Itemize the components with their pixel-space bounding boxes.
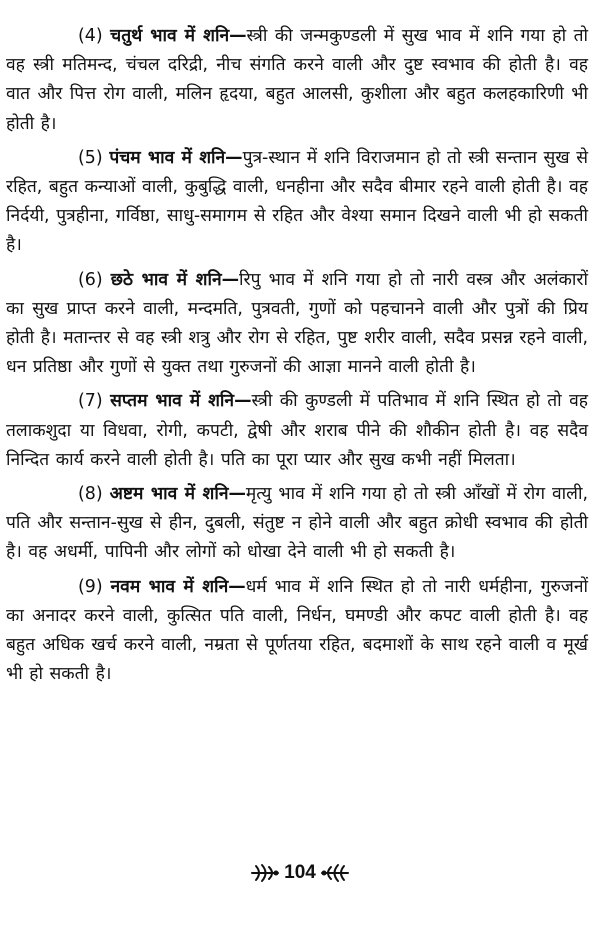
- paragraph-text: स्त्री की कुण्डली में पतिभाव में शनि स्थित हो तो वह तलाकशुदा या विधवा, रोगी, कपटी, द्वेषी और शराब पीने की शौकीन होती है। वह सदैव निन्दित कार्य करने वाली होती है। पति का पूरा प्यार और सुख कभी नहीं मिलता।: [6, 391, 588, 470]
- paragraph-4: [6, 22, 588, 139]
- ornament-right-icon: [320, 862, 350, 884]
- paragraph-text: पुत्र-स्थान में शनि विराजमान हो तो स्त्री सन्तान सुख से रहित, बहुत कन्याओं वाली, कुबुद्धि वाली, धनहीना और सदैव बीमार रहने वाली होती है। वह निर्दयी, पुत्रहीना, गर्विष्ठा, साधु-समागम से रहित और वेश्या समान दिखने वाली भी हो सकती है।: [6, 147, 589, 256]
- page-body: [6, 22, 588, 694]
- paragraph-heading: सप्तम भाव में शनि—: [110, 391, 252, 412]
- paragraph-number: (9): [78, 576, 103, 597]
- paragraph-number: (7): [78, 391, 103, 412]
- paragraph-heading: चतुर्थ भाव में शनि—: [110, 26, 247, 46]
- paragraph-6: [6, 266, 588, 383]
- paragraph-text: स्त्री की जन्मकुण्डली में सुख भाव में शनि गया हो तो वह स्त्री मतिमन्द, चंचल दरिद्री, नीच संगति करने वाली और दुष्ट स्वभाव की होती है। वह वात और पित्त रोग वाली, मलिन हृदया, बहुत आलसी, कुशीला और बहुत कलहकारिणी भी होती है।: [6, 26, 589, 134]
- paragraph-number: (4): [78, 26, 103, 46]
- paragraph-number: (8): [78, 484, 103, 505]
- paragraph-text: धर्म भाव में शनि स्थित हो तो नारी धर्महीना, गुरुजनों का अनादर करने वाली, कुत्सित पति वाली, निर्धन, घमण्डी और कपट वाली होती है। वह बहुत अधिक खर्च करने वाली, नम्रता से पूर्णतया रहित, बदमाशों के साथ रहने वाली व मूर्ख भी हो सकती है।: [6, 576, 588, 685]
- paragraph-number: (5): [78, 147, 103, 168]
- page-footer: [0, 858, 600, 888]
- paragraph-heading: अष्टम भाव में शनि—: [109, 484, 246, 505]
- paragraph-heading: छठे भाव में शनि—: [110, 269, 240, 290]
- paragraph-text: रिपु भाव में शनि गया हो तो नारी वस्त्र और अलंकारों का सुख प्राप्त करने वाली, मन्दमति, पुत्रवती, गुणों को पहचानने वाली और पुत्रों की प्रिय होती है। मतान्तर से वह स्त्री शत्रु और रोग से रहित, पुष्ट शरीर वाली, सदैव प्रसन्न रहने वाली, धन प्रतिष्ठा और गुणों से युक्त तथा गुरुजनों की आज्ञा मानने वाली होती है।: [6, 269, 588, 378]
- paragraph-8: [6, 480, 588, 568]
- paragraph-7: [6, 387, 588, 475]
- ornament-left-icon: [250, 862, 280, 884]
- paragraph-9: [6, 573, 588, 690]
- paragraph-heading: नवम भाव में शनि—: [110, 576, 246, 597]
- paragraph-text: मृत्यु भाव में शनि गया हो तो स्त्री आँखों में रोग वाली, पति और सन्तान-सुख से हीन, दुबली, संतुष्ट न होने वाली और बहुत क्रोधी स्वभाव की होती है। वह अधर्मी, पापिनी और लोगों को धोखा देने वाली भी हो सकती है।: [6, 484, 588, 563]
- paragraph-heading: पंचम भाव में शनि—: [109, 147, 243, 168]
- paragraph-5: [6, 144, 588, 261]
- paragraph-number: (6): [78, 269, 103, 290]
- page-number: 104: [284, 862, 316, 883]
